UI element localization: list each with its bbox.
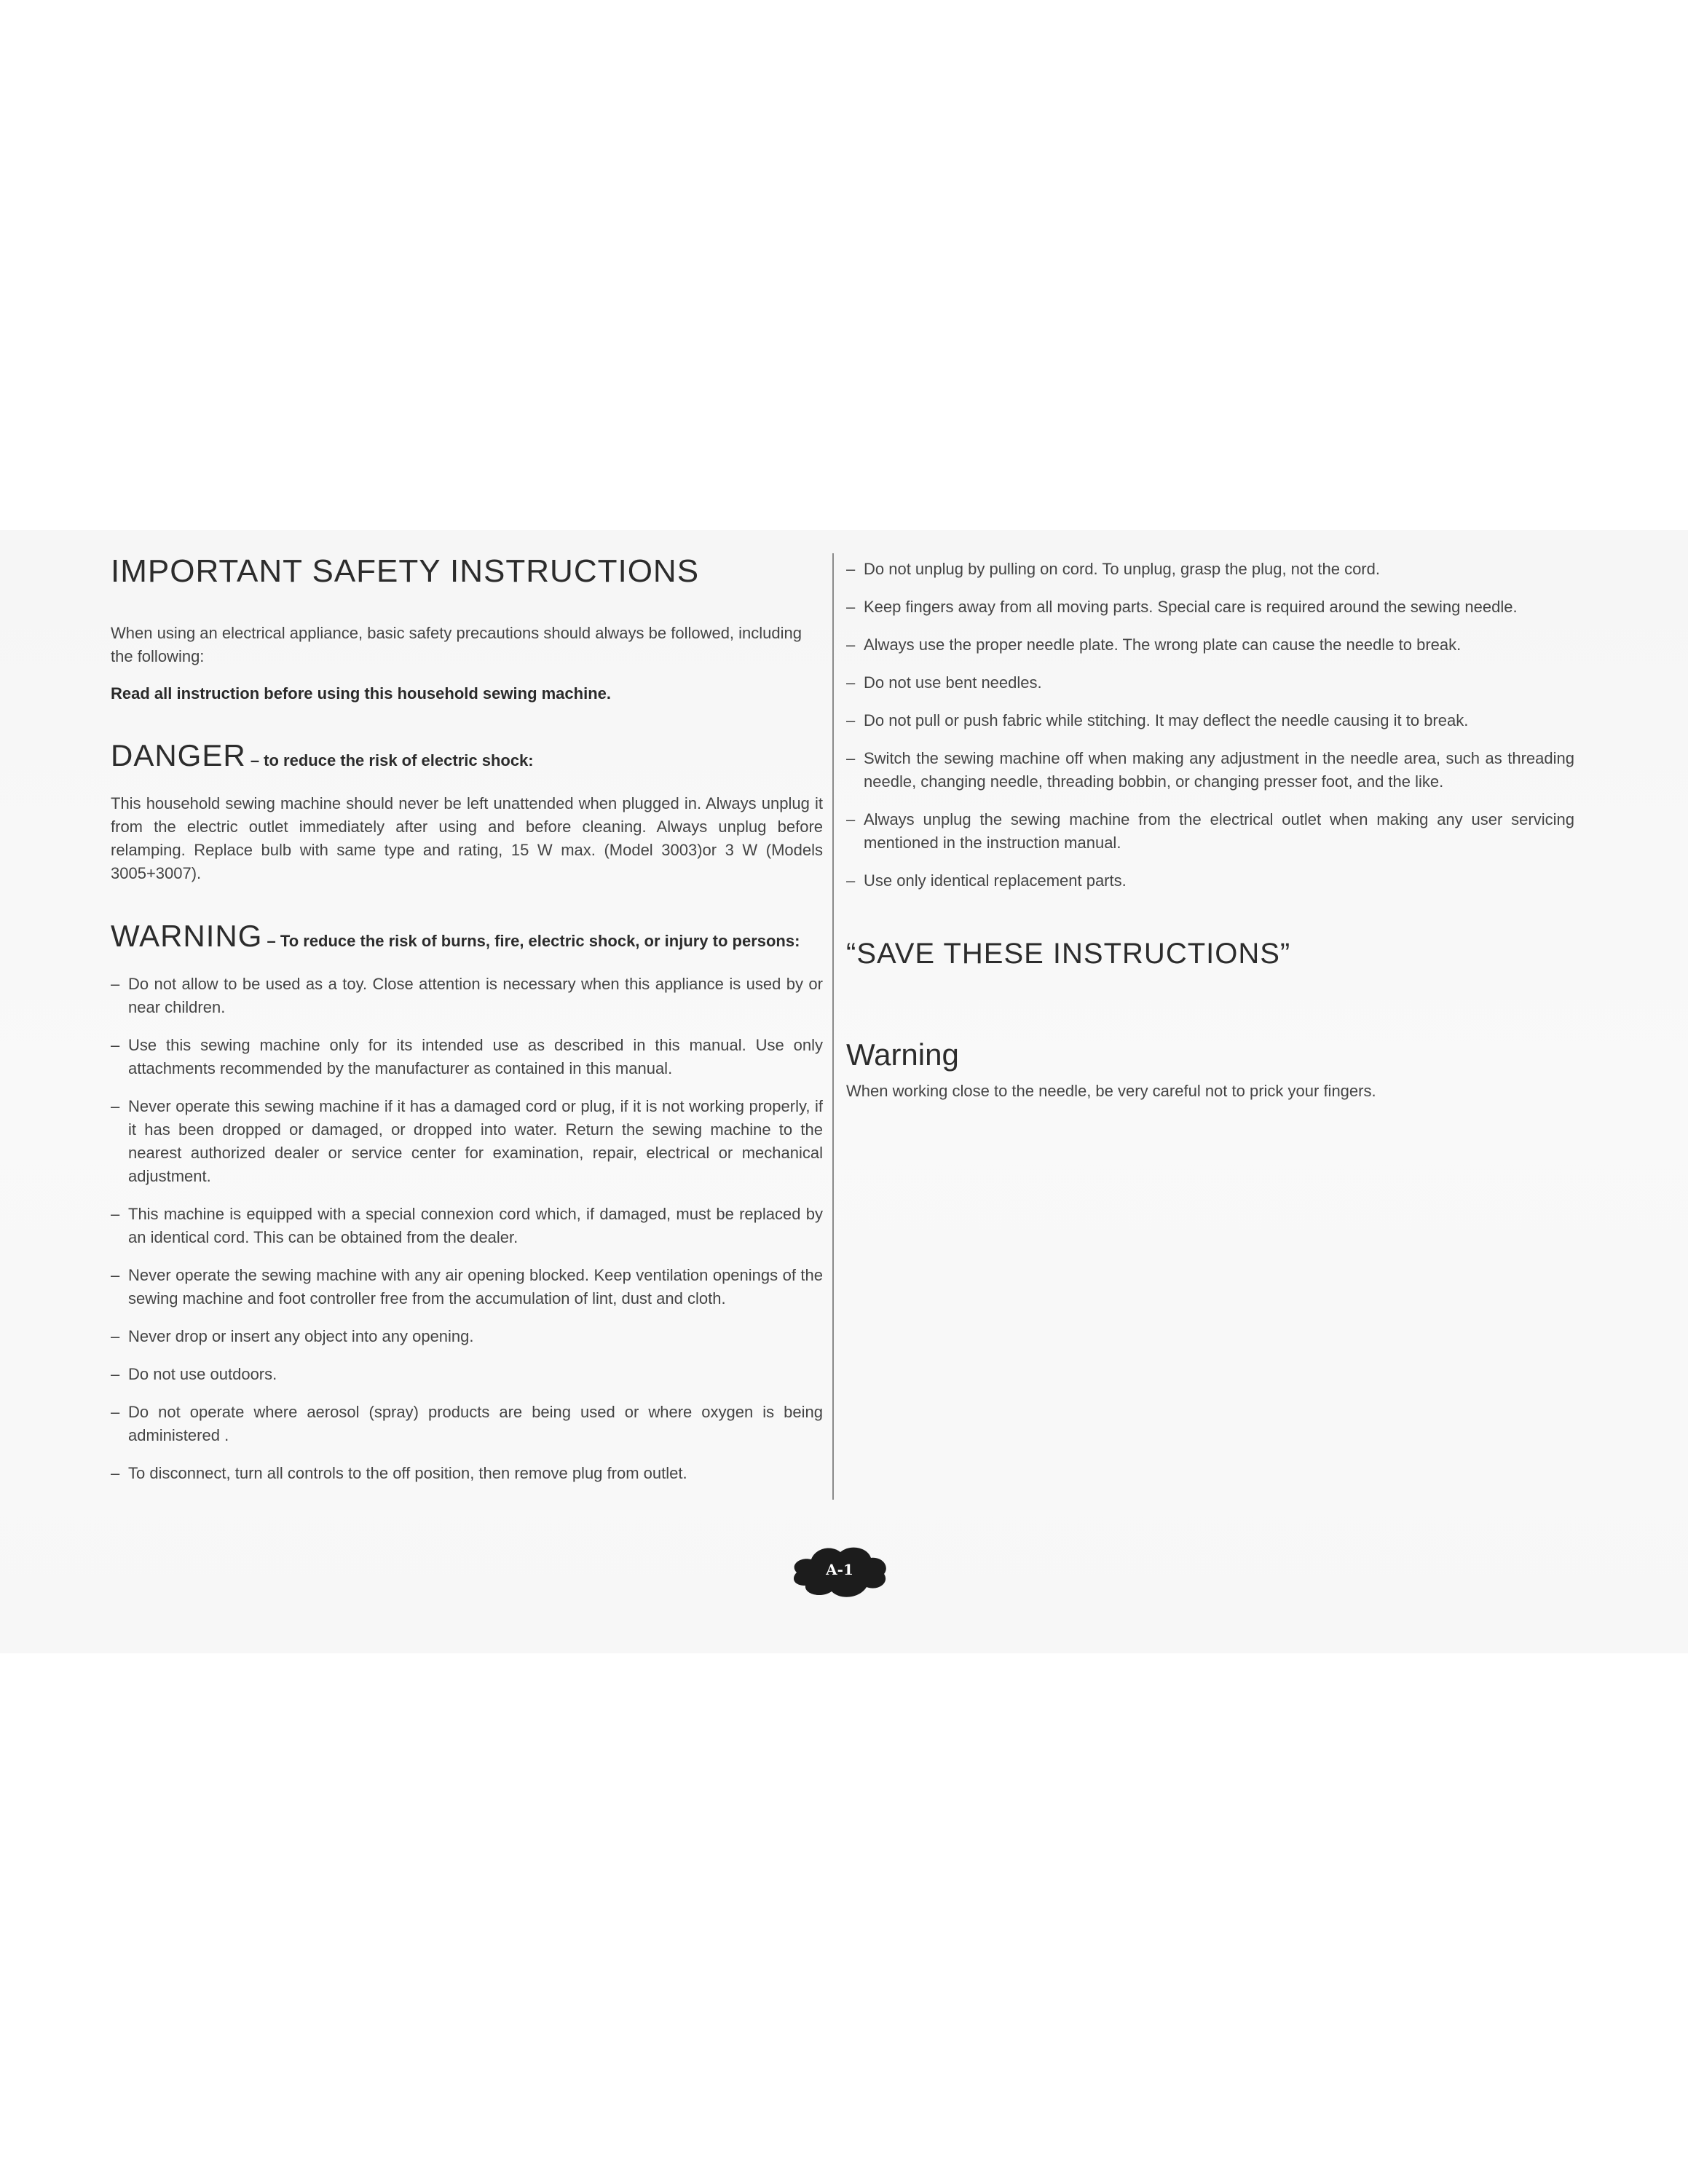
- safety-list: [846, 558, 1574, 893]
- warning-subtitle: – To reduce the risk of burns, fire, electric shock, or injury to persons:: [262, 932, 800, 950]
- list-item: – Use only identical replacement parts.: [846, 869, 1574, 893]
- list-item: – Never drop or insert any object into any opening.: [111, 1325, 823, 1348]
- list-item: – Do not use outdoors.: [111, 1363, 823, 1386]
- list-item: – This machine is equipped with a special connexion cord which, if damaged, must be replaced by an identical cord. This can be obtained from the dealer.: [111, 1203, 823, 1249]
- left-column: [111, 553, 823, 1500]
- list-item: – Do not use bent needles.: [846, 671, 1574, 695]
- list-item: – Do not pull or push fabric while stitching. It may deflect the needle causing it to break.: [846, 709, 1574, 732]
- list-item: – Never operate this sewing machine if it has a damaged cord or plug, if it is not working properly, if it has been dropped or damaged, or dropped into water. Return the sewing machine to the nearest authorized dealer or service center for examination, repair, electrical or mechanical adjustment.: [111, 1095, 823, 1188]
- danger-label: DANGER: [111, 738, 246, 772]
- page-number-badge: [789, 1543, 890, 1600]
- page-title: IMPORTANT SAFETY INSTRUCTIONS: [111, 553, 700, 589]
- danger-text: This household sewing machine should never be left unattended when plugged in. Always unplug it from the electric outlet immediately after using and before cleaning. Always unplug before relamping. Replace bulb with same type and rating, 15 W max. (Model 3003)or 3 W (Models 3005+3007).: [111, 794, 823, 882]
- list-item: – Do not operate where aerosol (spray) products are being used or where oxygen is being administered .: [111, 1401, 823, 1447]
- warning-note-heading: Warning: [846, 1037, 959, 1072]
- warning-heading: [111, 919, 823, 954]
- read-all-notice: Read all instruction before using this household sewing machine.: [111, 684, 611, 703]
- danger-subtitle: – to reduce the risk of electric shock:: [245, 751, 534, 769]
- list-item: – Use this sewing machine only for its intended use as described in this manual. Use only attachments recommended by the manufacturer as contained in this manual.: [111, 1034, 823, 1080]
- list-item: – Never operate the sewing machine with any air opening blocked. Keep ventilation openings of the sewing machine and foot controller free from the accumulation of lint, dust and cloth.: [111, 1264, 823, 1310]
- intro-text: When using an electrical appliance, basic safety precautions should always be followed, including the following:: [111, 624, 802, 665]
- column-divider: [832, 553, 834, 1500]
- list-item: – Switch the sewing machine off when making any adjustment in the needle area, such as threading needle, changing needle, threading bobbin, or changing presser foot, and the like.: [846, 747, 1574, 794]
- page-number: A-1: [826, 1561, 853, 1578]
- danger-heading: [111, 738, 823, 773]
- warning-label: WARNING: [111, 919, 263, 953]
- save-instructions-heading: “SAVE THESE INSTRUCTIONS”: [846, 938, 1291, 970]
- list-item: – Do not unplug by pulling on cord. To unplug, grasp the plug, not the cord.: [846, 558, 1574, 581]
- list-item: – Always unplug the sewing machine from the electrical outlet when making any user servicing mentioned in the instruction manual.: [846, 808, 1574, 855]
- list-item: – To disconnect, turn all controls to the off position, then remove plug from outlet.: [111, 1462, 823, 1485]
- list-item: – Do not allow to be used as a toy. Close attention is necessary when this appliance is used by or near children.: [111, 973, 823, 1019]
- warning-note-text: When working close to the needle, be very careful not to prick your fingers.: [846, 1082, 1376, 1100]
- warning-list: [111, 973, 823, 1485]
- list-item: – Always use the proper needle plate. The wrong plate can cause the needle to break.: [846, 633, 1574, 657]
- right-column: [846, 558, 1574, 1103]
- list-item: – Keep fingers away from all moving parts. Special care is required around the sewing needle.: [846, 596, 1574, 619]
